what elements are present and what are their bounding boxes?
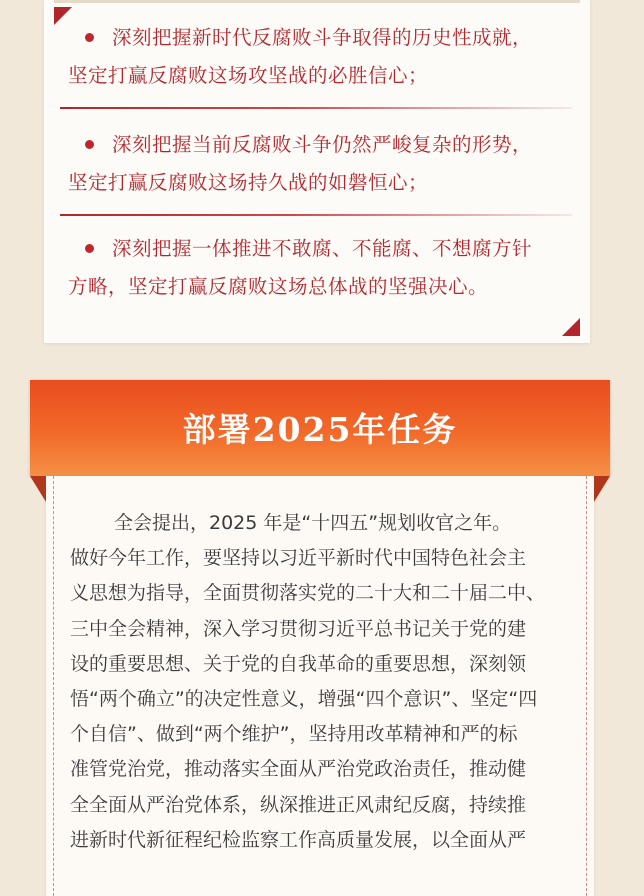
body-paragraph: [70, 506, 580, 858]
point-item-1: [68, 19, 566, 95]
point-line: 坚定打赢反腐败这场攻坚战的必胜信心；: [68, 64, 429, 87]
point-line: 深刻把握一体推进不敢腐、不能腐、不想腐方针: [112, 237, 533, 260]
card-top-strip: [54, 0, 580, 3]
body-line: 全全面从严治党体系，纵深推进正风肃纪反腐，持续推: [70, 793, 527, 816]
body-line: 设的重要思想、关于党的自我革命的重要思想，深刻领: [70, 652, 527, 675]
point-divider: [60, 107, 572, 109]
point-line: 深刻把握当前反腐败斗争仍然严峻复杂的形势，: [112, 133, 533, 156]
section-header: [30, 380, 610, 476]
body-line: 全会提出，2025 年是“十四五”规划收官之年。: [114, 512, 512, 534]
bullet-dot-icon: [85, 140, 94, 149]
body-line: 进新时代新征程纪检监察工作高质量发展，以全面从严: [70, 828, 527, 851]
body-line: 个自信”、做到“两个维护”，坚持用改革精神和严的标: [70, 723, 518, 746]
bullet-dot-icon: [85, 33, 94, 42]
ribbon-fold-right: [594, 476, 610, 502]
ribbon-fold-left: [30, 476, 46, 502]
corner-triangle-bottom-right: [562, 318, 580, 336]
body-line: 准管党治党，推动落实全面从严治党政治责任，推动健: [70, 758, 527, 781]
body-line: 三中全会精神，深入学习贯彻习近平总书记关于党的建: [70, 617, 527, 640]
point-line: 深刻把握新时代反腐败斗争取得的历史性成就，: [112, 26, 533, 49]
body-line: 义思想为指导，全面贯彻落实党的二十大和二十届二中、: [70, 582, 546, 605]
points-card: [44, 0, 590, 343]
section-title: 部署2025年任务: [182, 410, 458, 449]
body-line: 做好今年工作，要坚持以习近平新时代中国特色社会主: [70, 547, 527, 570]
point-line: 坚定打赢反腐败这场持久战的如磐恒心；: [68, 171, 429, 194]
body-line: 悟“两个确立”的决定性意义，增强“四个意识”、坚定“四: [70, 688, 538, 711]
point-divider: [60, 214, 572, 216]
body-card: [46, 476, 594, 896]
point-item-3: [68, 230, 566, 306]
point-item-2: [68, 126, 566, 202]
bullet-dot-icon: [85, 244, 94, 253]
point-line: 方略，坚定打赢反腐败这场总体战的坚强决心。: [68, 275, 489, 298]
